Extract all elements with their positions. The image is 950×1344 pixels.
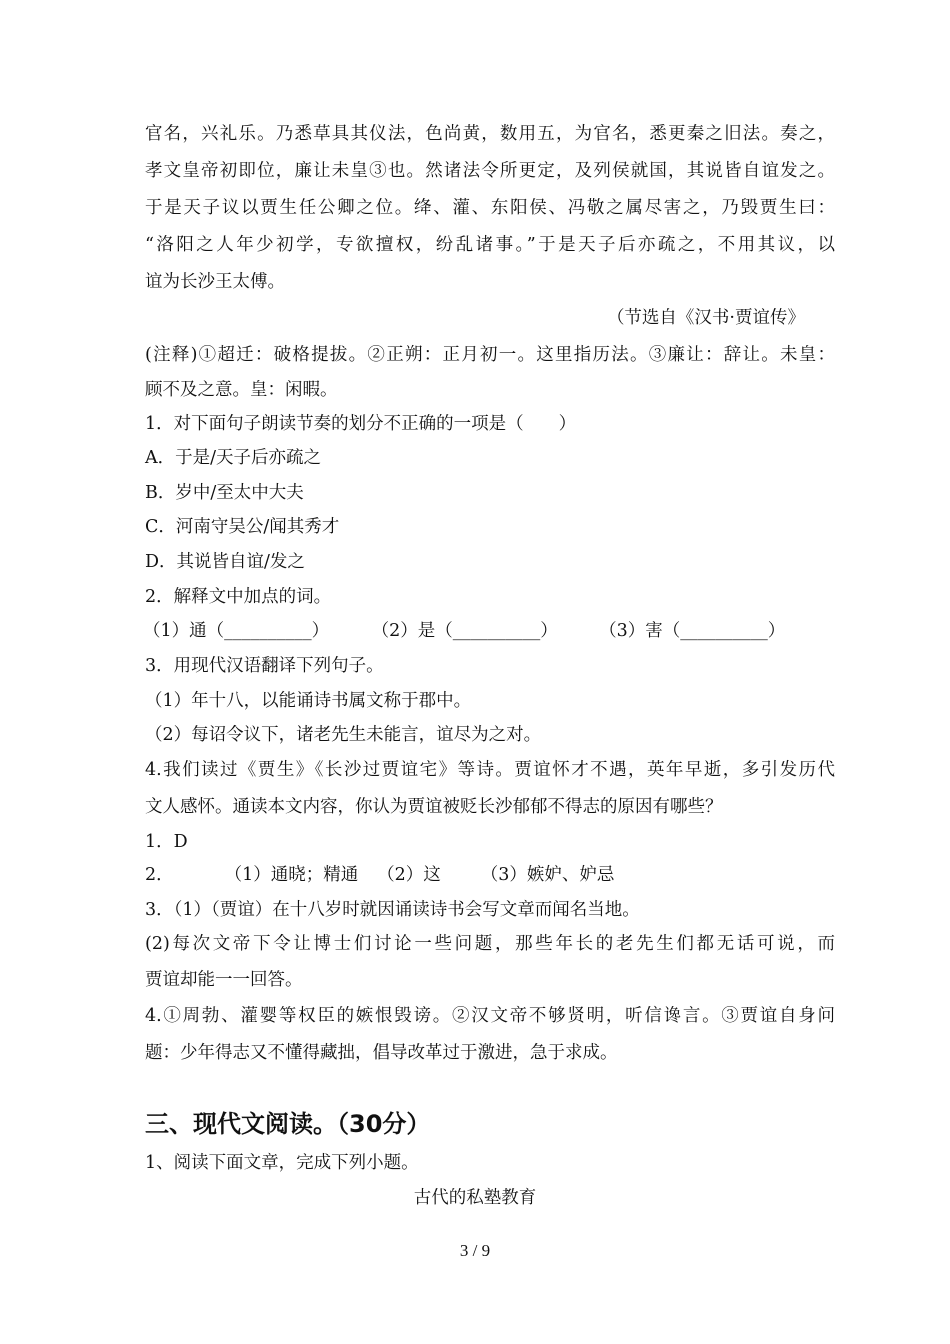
passage-source: （节选自《汉书·贾谊传》 [606, 308, 805, 328]
page-number: 3 / 9 [459, 1241, 491, 1260]
question-1: 1．对下面句子朗读节奏的划分不正确的一项是（ ） [145, 414, 577, 434]
passage-line: “洛阳之人年少初学，专欲擅权，纷乱诸事。”于是天子后亦疏之，不用其议，以 [145, 235, 835, 255]
answer-2-part: （2）这 [377, 865, 441, 885]
passage-note: 顾不及之意。皇：闲暇。 [145, 380, 338, 400]
question-4-line: 4.我们读过《贾生》《长沙过贾谊宅》等诗。贾谊怀才不遇，英年早逝，多引发历代 [145, 760, 835, 780]
answer-2-part: （1）通晓；精通 [224, 865, 359, 885]
blank-1: （1）通（__________） [143, 621, 330, 641]
passage-note: (注释)①超迁：破格提拔。②正朔：正月初一。这里指历法。③廉让：辞让。未皇： [145, 345, 835, 365]
answer-2-part: （3）嫉妒、妒忌 [480, 865, 615, 885]
question-1-option-c: C．河南守吴公/闻其秀才 [145, 517, 340, 537]
answer-3-1: 3．（1）（贾谊）在十八岁时就因诵读诗书会写文章而闻名当地。 [145, 900, 640, 920]
answer-3-2-line: 贾谊却能一一回答。 [145, 970, 303, 990]
section-instruction: 1、阅读下面文章，完成下列小题。 [145, 1153, 419, 1173]
passage-line: 谊为长沙王太傅。 [145, 272, 285, 292]
section-heading: 三、现代文阅读。（30分） [145, 1110, 431, 1138]
question-1-option-a: A．于是/天子后亦疏之 [145, 448, 322, 468]
question-1-option-b: B．岁中/至太中大夫 [145, 483, 304, 503]
passage-line: 于是天子议以贾生任公卿之位。绛、灌、东阳侯、冯敬之属尽害之，乃毁贾生曰： [145, 198, 835, 218]
question-4-line: 文人感怀。通读本文内容，你认为贾谊被贬长沙郁郁不得志的原因有哪些？ [145, 797, 723, 817]
article-title: 古代的私塾教育 [413, 1188, 537, 1208]
question-1-option-d: D．其说皆自谊/发之 [145, 552, 305, 572]
question-3-item-1: （1）年十八，以能诵诗书属文称于郡中。 [145, 691, 472, 711]
answer-2 [145, 862, 835, 888]
question-2: 2．解释文中加点的词。 [145, 587, 332, 607]
passage-line: 孝文皇帝初即位，廉让未皇③也。然诸法令所更定，及列侯就国，其说皆自谊发之。 [145, 161, 835, 181]
answer-1: 1．D [145, 832, 188, 852]
passage-line: 官名，兴礼乐。乃悉草具其仪法，色尚黄，数用五，为官名，悉更秦之旧法。奏之， [145, 124, 835, 144]
answer-4-line: 题：少年得志又不懂得藏拙，倡导改革过于激进，急于求成。 [145, 1043, 618, 1063]
question-3: 3．用现代汉语翻译下列句子。 [145, 656, 384, 676]
question-3-item-2: （2）每诏令议下，诸老先生未能言，谊尽为之对。 [145, 725, 542, 745]
blank-3: （3）害（__________） [599, 621, 786, 641]
answer-4-line: 4.①周勃、灌婴等权臣的嫉恨毁谤。②汉文帝不够贤明，听信谗言。③贾谊自身问 [145, 1006, 835, 1026]
question-2-blanks [143, 618, 835, 644]
answer-2-prefix: 2． [145, 865, 174, 885]
answer-3-2-line: (2)每次文帝下令让博士们讨论一些问题，那些年长的老先生们都无话可说，而 [145, 934, 835, 954]
blank-2: （2）是（__________） [371, 621, 558, 641]
